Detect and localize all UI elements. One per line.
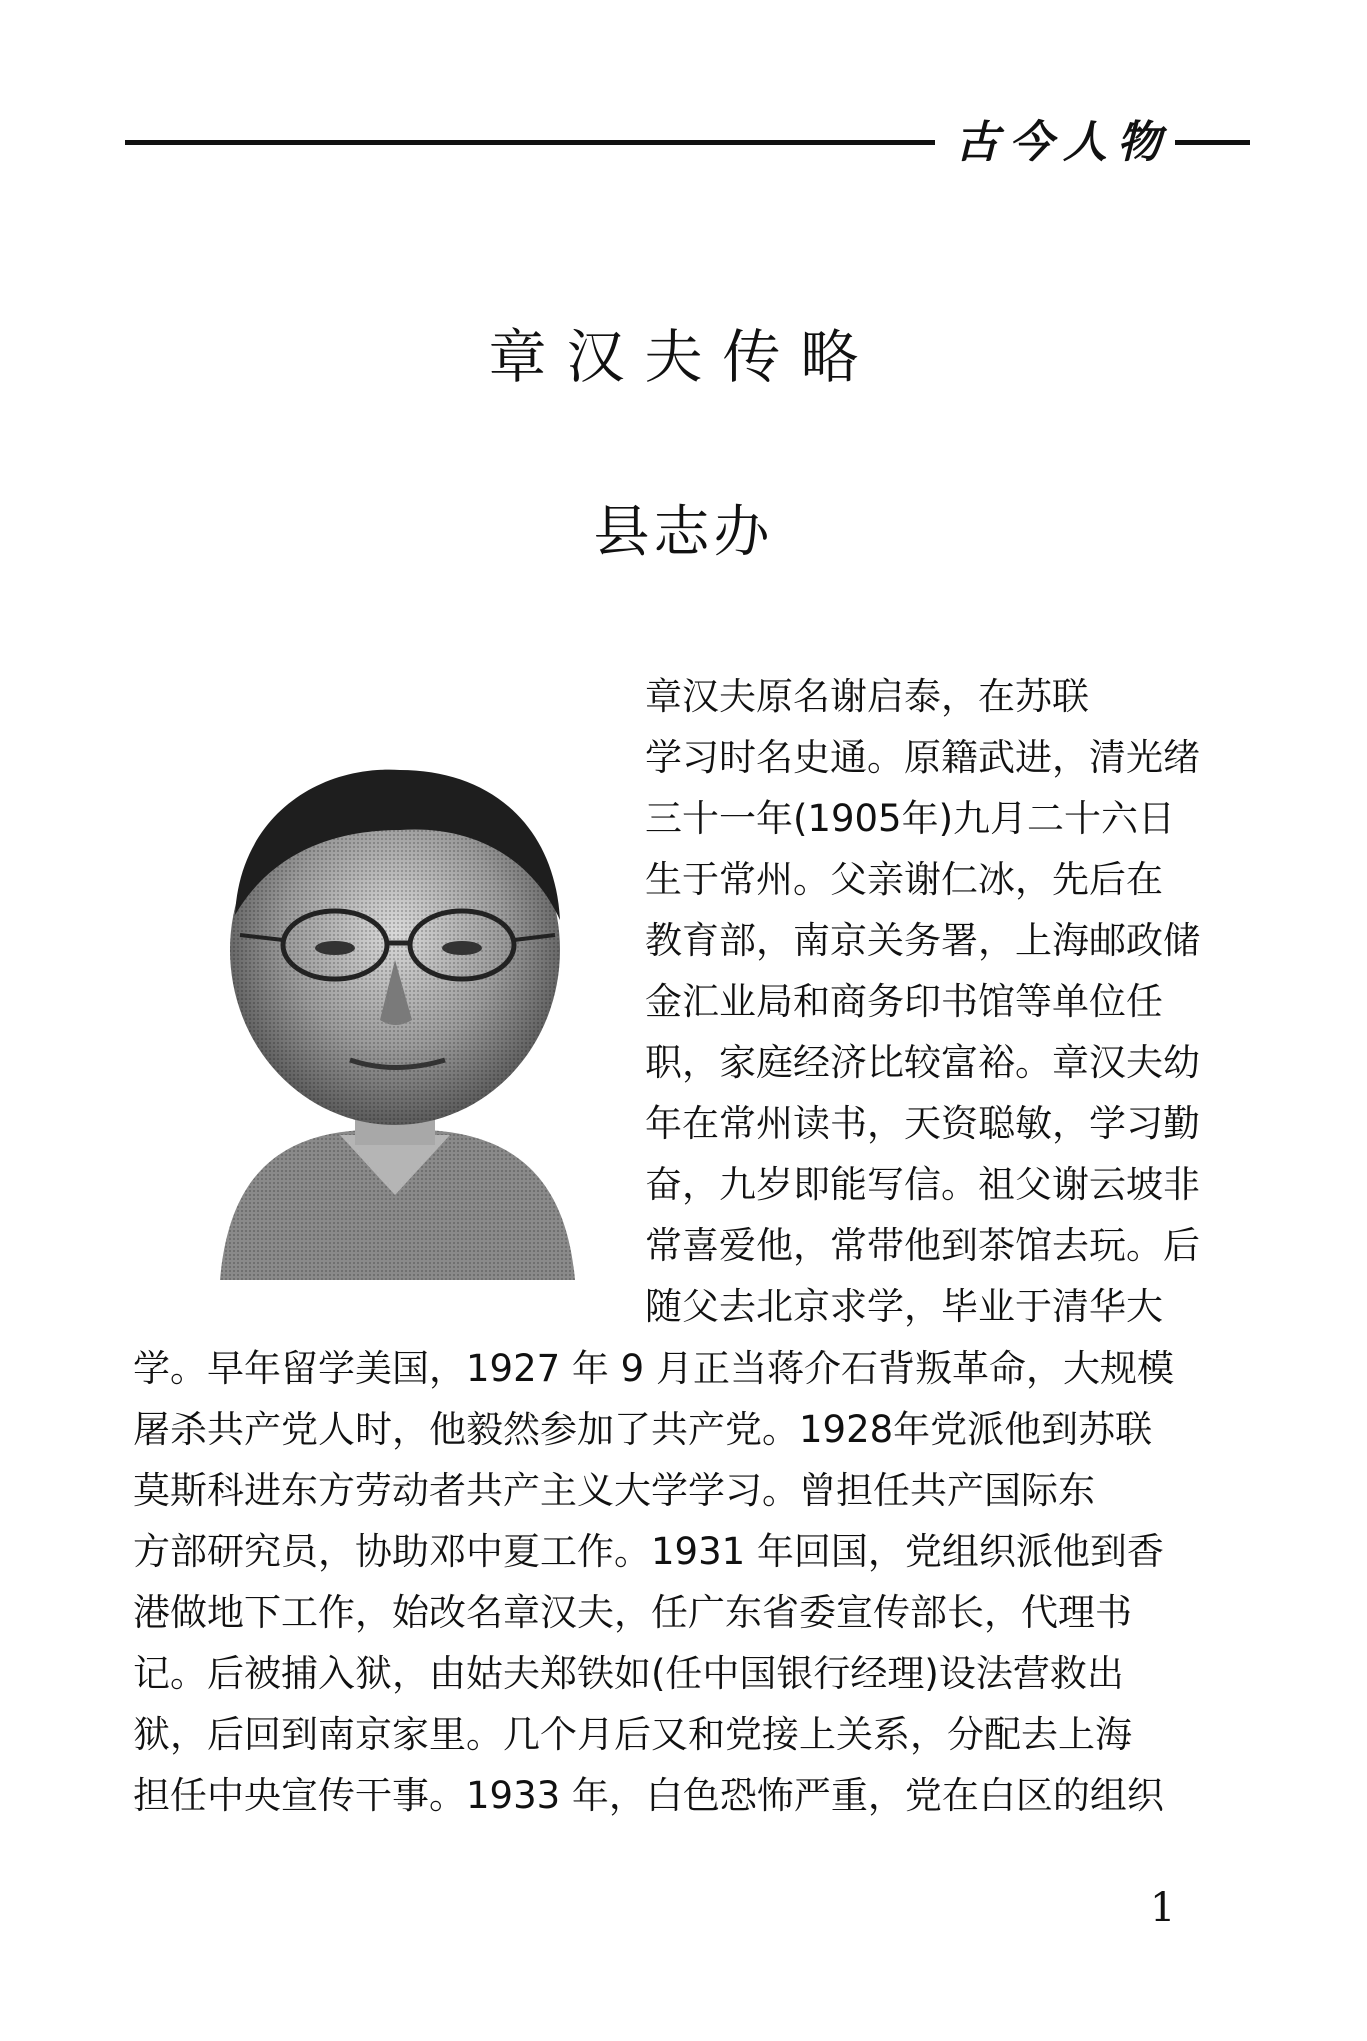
header-rule-right	[1175, 140, 1250, 145]
text-line: 生于常州。父亲谢仁冰，先后在	[645, 858, 1163, 901]
text-line: 方部研究员，协助邓中夏工作。1931 年回国，党组织派他到香	[133, 1530, 1164, 1573]
article-title: 章汉夫传略	[488, 323, 879, 391]
text-line: 屠杀共产党人时，他毅然参加了共产党。1928年党派他到苏联	[133, 1408, 1153, 1451]
text-line: 三十一年(1905年)九月二十六日	[645, 797, 1176, 840]
text-line: 章汉夫原名谢启泰，在苏联	[645, 675, 1089, 718]
page-number: 1	[1150, 1885, 1176, 1931]
text-line: 莫斯科进东方劳动者共产主义大学学习。曾担任共产国际东	[133, 1469, 1095, 1512]
text-line: 狱，后回到南京家里。几个月后又和党接上关系，分配去上海	[133, 1713, 1132, 1756]
text-line: 港做地下工作，始改名章汉夫，任广东省委宣传部长，代理书	[133, 1591, 1132, 1634]
text-line: 教育部，南京关务署，上海邮政储	[645, 919, 1200, 962]
article-author: 县志办	[593, 500, 774, 565]
header-rule-left	[125, 140, 935, 145]
text-line: 记。后被捕入狱，由姑夫郑铁如(任中国银行经理)设法营救出	[133, 1652, 1124, 1695]
text-line: 奋，九岁即能写信。祖父谢云坡非	[645, 1163, 1200, 1206]
portrait-photo	[200, 745, 590, 1280]
text-line: 学习时名史通。原籍武进，清光绪	[645, 736, 1200, 779]
section-title: 古今人物	[955, 117, 1171, 168]
body-text-full	[133, 1338, 1235, 1826]
text-line: 常喜爱他，常带他到茶馆去玩。后	[645, 1224, 1200, 1267]
text-line: 随父去北京求学，毕业于清华大	[645, 1285, 1163, 1328]
text-line: 年在常州读书，天资聪敏，学习勤	[645, 1102, 1200, 1145]
text-line: 金汇业局和商务印书馆等单位任	[645, 980, 1163, 1023]
text-line: 担任中央宣传干事。1933 年，白色恐怖严重，党在白区的组织	[133, 1774, 1164, 1817]
text-line: 学。早年留学美国，1927 年 9 月正当蒋介石背叛革命，大规模	[133, 1347, 1174, 1390]
text-line: 职，家庭经济比较富裕。章汉夫幼	[645, 1041, 1200, 1084]
running-header	[125, 118, 1250, 178]
body-text-wrapped	[645, 666, 1235, 1337]
